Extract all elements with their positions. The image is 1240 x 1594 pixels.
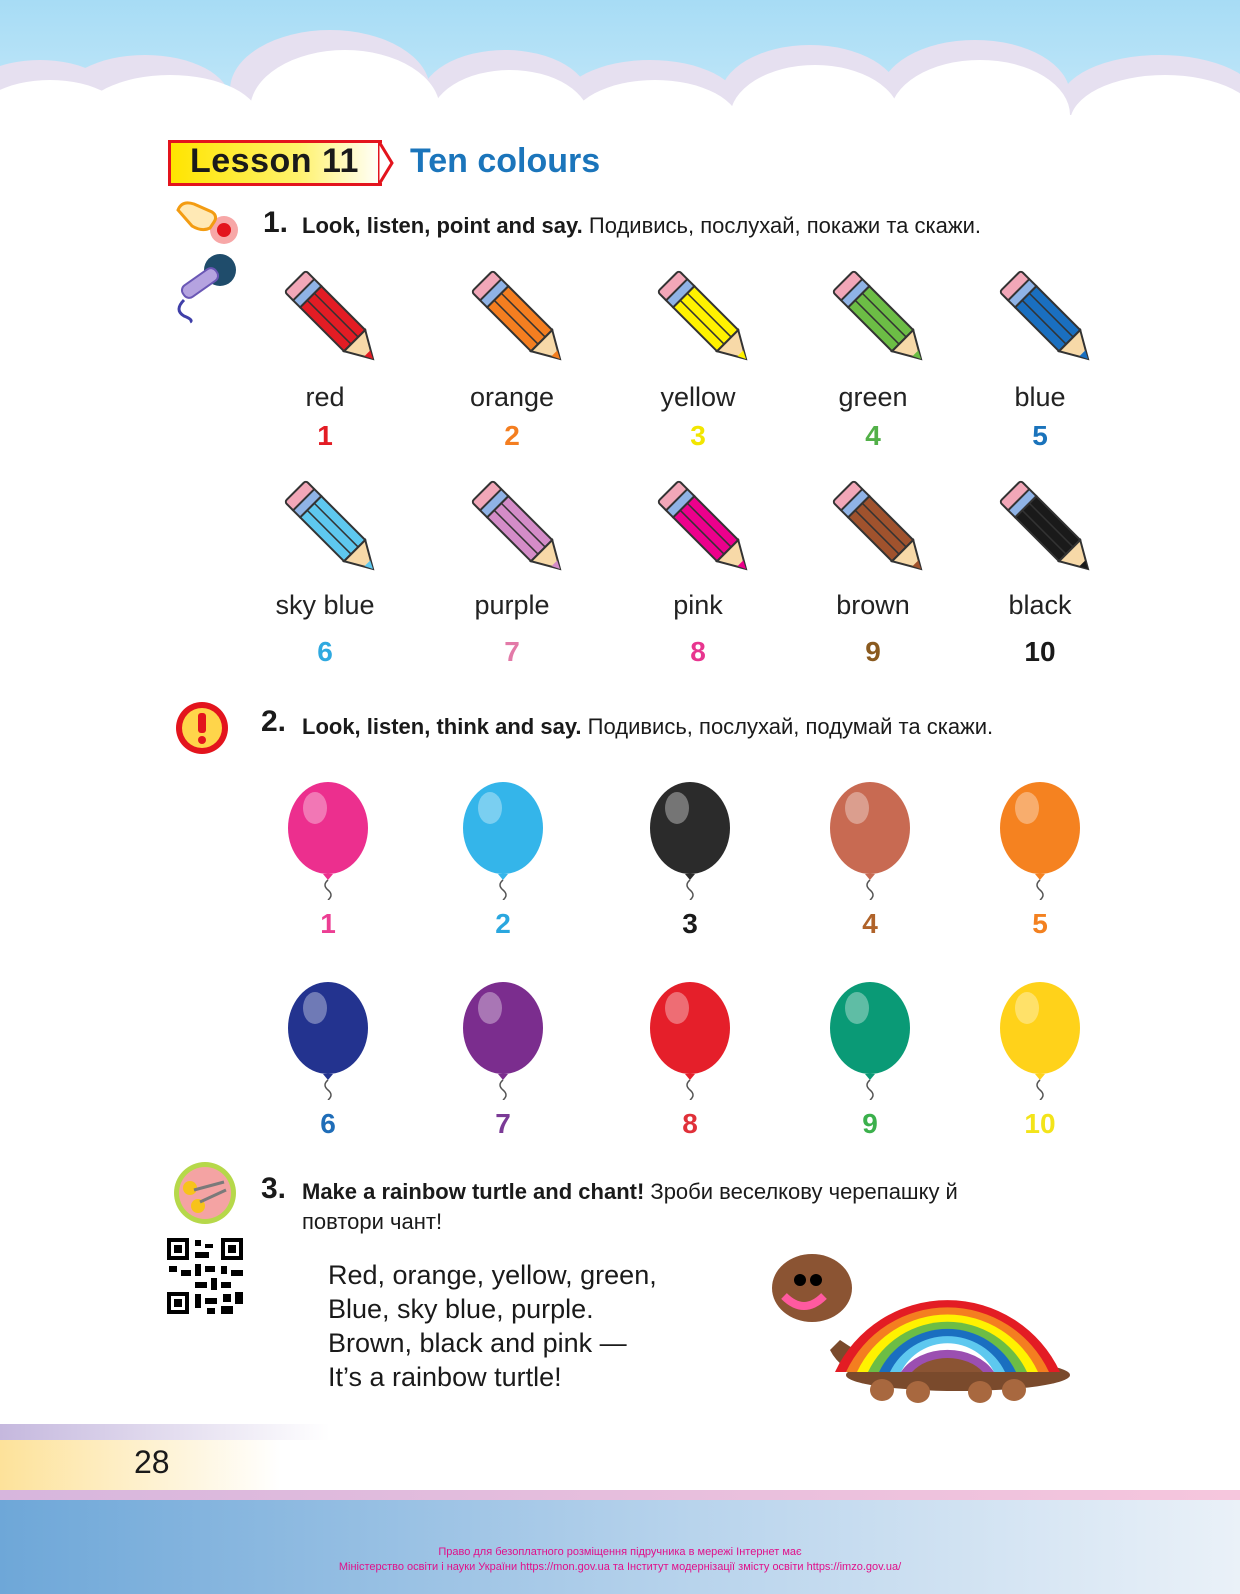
task2-instruction-en: Look, listen, think and say. — [302, 714, 582, 739]
task1-number: 1. — [263, 206, 289, 239]
task3-number: 3. — [261, 1172, 287, 1205]
qr-code-icon[interactable] — [165, 1236, 245, 1316]
balloon-6-icon — [283, 980, 373, 1100]
pencil-orange-icon — [464, 258, 574, 378]
lesson-label: Lesson 11 — [190, 142, 359, 180]
clouds — [0, 0, 1240, 150]
exclamation-icon — [174, 700, 230, 756]
chant-line: It’s a rainbow turtle! — [328, 1362, 562, 1392]
task1-instruction-en: Look, listen, point and say. — [302, 213, 583, 238]
pencil-pink-icon — [650, 468, 760, 588]
point-hand-icon — [172, 196, 242, 252]
balloon-8-icon — [645, 980, 735, 1100]
balloon-number: 5 — [1032, 908, 1048, 939]
pencil-color-word: brown — [836, 590, 910, 620]
pencil-color-word: sky blue — [275, 590, 375, 620]
balloon-number: 10 — [1024, 1108, 1056, 1139]
balloon-2-icon — [458, 780, 548, 900]
microphone-icon — [170, 250, 242, 324]
pencil-number: 4 — [865, 420, 881, 451]
pencil-color-word: black — [1008, 590, 1072, 620]
task2-instruction — [302, 714, 993, 740]
pencil-number: 1 — [317, 420, 333, 451]
balloon-number: 8 — [682, 1108, 698, 1139]
pencil-yellow-icon — [650, 258, 760, 378]
pencil-color-word: red — [305, 382, 345, 412]
pencil-sky-blue-icon — [277, 468, 387, 588]
balloon-9-icon — [825, 980, 915, 1100]
pencil-color-word: purple — [474, 590, 550, 620]
pencil-number: 10 — [1024, 636, 1056, 667]
pencil-color-word: green — [838, 382, 908, 412]
balloon-number: 2 — [495, 908, 511, 939]
balloon-7-icon — [458, 980, 548, 1100]
pencil-number: 6 — [317, 636, 333, 667]
pencil-blue-icon — [992, 258, 1102, 378]
pencil-purple-icon — [464, 468, 574, 588]
task3-instruction-ua-2: повтори чант! — [302, 1209, 443, 1234]
pencil-brown-icon — [825, 468, 935, 588]
page-number: 28 — [134, 1444, 170, 1480]
pencil-number: 3 — [690, 420, 706, 451]
balloon-4-icon — [825, 780, 915, 900]
pencil-number: 7 — [504, 636, 520, 667]
pencil-number: 5 — [1032, 420, 1048, 451]
pencil-color-word: pink — [673, 590, 723, 620]
chant-text — [328, 1258, 657, 1394]
pencil-number: 8 — [690, 636, 706, 667]
pencil-number: 2 — [504, 420, 520, 451]
task2-instruction-ua: Подивись, послухай, подумай та скажи. — [587, 714, 994, 739]
scissors-badge-icon — [172, 1160, 238, 1226]
balloon-number: 4 — [862, 908, 878, 939]
balloon-number: 1 — [320, 908, 336, 939]
chant-line: Brown, black and pink — — [328, 1328, 627, 1358]
footer-line-1: Право для безоплатного розміщення підручника в мережі Інтернет має — [438, 1546, 802, 1558]
balloon-5-icon — [995, 780, 1085, 900]
lesson-title: Ten colours — [410, 142, 601, 180]
balloon-number: 7 — [495, 1108, 511, 1139]
pencil-black-icon — [992, 468, 1102, 588]
pencil-green-icon — [825, 258, 935, 378]
balloon-10-icon — [995, 980, 1085, 1100]
task1-instruction — [302, 213, 981, 239]
chant-line: Red, orange, yellow, green, — [328, 1260, 657, 1290]
pencil-number: 9 — [865, 636, 881, 667]
balloon-number: 6 — [320, 1108, 336, 1139]
pencil-red-icon — [277, 258, 387, 378]
task3-instruction — [302, 1179, 958, 1205]
task3-instruction-en: Make a rainbow turtle and chant! — [302, 1179, 645, 1204]
task3-instruction-ua-1: Зроби веселкову черепашку й — [650, 1179, 958, 1204]
footer-line-2: Міністерство освіти і науки України https://mon.gov.ua та Інститут модернізації змісту освіти https://imzo.gov.ua/ — [338, 1561, 902, 1573]
page-stripe — [0, 1424, 330, 1440]
balloon-number: 9 — [862, 1108, 878, 1139]
pencil-color-word: orange — [469, 382, 555, 412]
balloon-3-icon — [645, 780, 735, 900]
task2-number: 2. — [261, 705, 287, 738]
pencil-color-word: blue — [1014, 382, 1066, 412]
pencil-color-word: yellow — [660, 382, 736, 412]
rainbow-turtle-illustration — [770, 1240, 1070, 1410]
balloon-1-icon — [283, 780, 373, 900]
task1-instruction-ua: Подивись, послухай, покажи та скажи. — [588, 213, 981, 238]
balloon-number: 3 — [682, 908, 698, 939]
lesson-badge-arrow — [378, 140, 394, 186]
chant-line: Blue, sky blue, purple. — [328, 1294, 594, 1324]
